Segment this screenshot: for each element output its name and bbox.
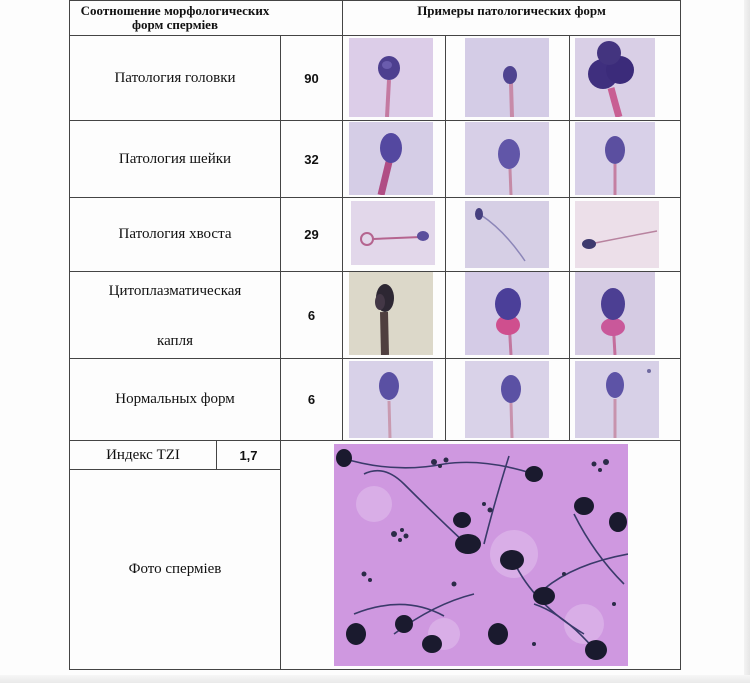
normal-sperm-image-1	[349, 361, 433, 438]
table-border-right	[680, 0, 681, 670]
page-edge-bottom	[0, 675, 750, 683]
header-right: Примеры патологических форм	[417, 3, 606, 18]
cytoplasmic-droplet-image-3	[575, 272, 655, 355]
header-left: Соотношение морфологических форм сперміев	[80, 3, 270, 32]
table-border-image-split1	[445, 35, 446, 441]
sperm-tail-pathology-image-1	[351, 201, 435, 265]
sperm-neck-pathology-image-1	[349, 122, 433, 195]
sperm-tail-pathology-image-2	[465, 201, 549, 268]
cytoplasmic-droplet-image-1	[349, 272, 433, 355]
normal-sperm-image-2	[465, 361, 549, 438]
cytoplasmic-droplet-image-2	[465, 272, 549, 355]
sperm-neck-pathology-image-3	[575, 122, 655, 195]
normal-sperm-image-3	[575, 361, 659, 438]
row-label-cytoplasmic-line1: Цитоплазматическая	[108, 282, 242, 299]
row-value-cytoplasmic: 6	[307, 307, 316, 323]
table-border-top	[69, 0, 680, 1]
row-label-neck-pathology: Патология шейки	[118, 150, 232, 167]
table-border-image-split2	[569, 35, 570, 441]
sperm-smear-photo	[334, 444, 628, 666]
row-value-neck-pathology: 32	[304, 151, 319, 167]
row-label-cytoplasmic-line2: капля	[157, 332, 193, 349]
row-value-tail-pathology: 29	[304, 227, 319, 242]
sperm-head-pathology-image-3	[575, 38, 655, 117]
photo-label: Фото сперміев	[128, 561, 222, 577]
row-value-normal: 6	[307, 392, 316, 407]
tzi-label: Индекс TZI	[106, 446, 180, 463]
table-border-image-col	[342, 35, 343, 441]
row-label-tail-pathology: Патология хвоста	[118, 226, 232, 242]
row-label-normal: Нормальных форм	[115, 391, 235, 407]
sperm-head-pathology-image-2	[465, 38, 549, 117]
page-edge-right	[744, 0, 750, 683]
row-label-head-pathology: Патология головки	[114, 69, 236, 86]
row-value-head-pathology: 90	[304, 70, 319, 86]
table-border-bottom	[69, 669, 680, 670]
sperm-tail-pathology-image-3	[575, 201, 659, 268]
sperm-neck-pathology-image-2	[465, 122, 549, 195]
tzi-value: 1,7	[239, 447, 258, 463]
sperm-head-pathology-image-1	[349, 38, 433, 117]
